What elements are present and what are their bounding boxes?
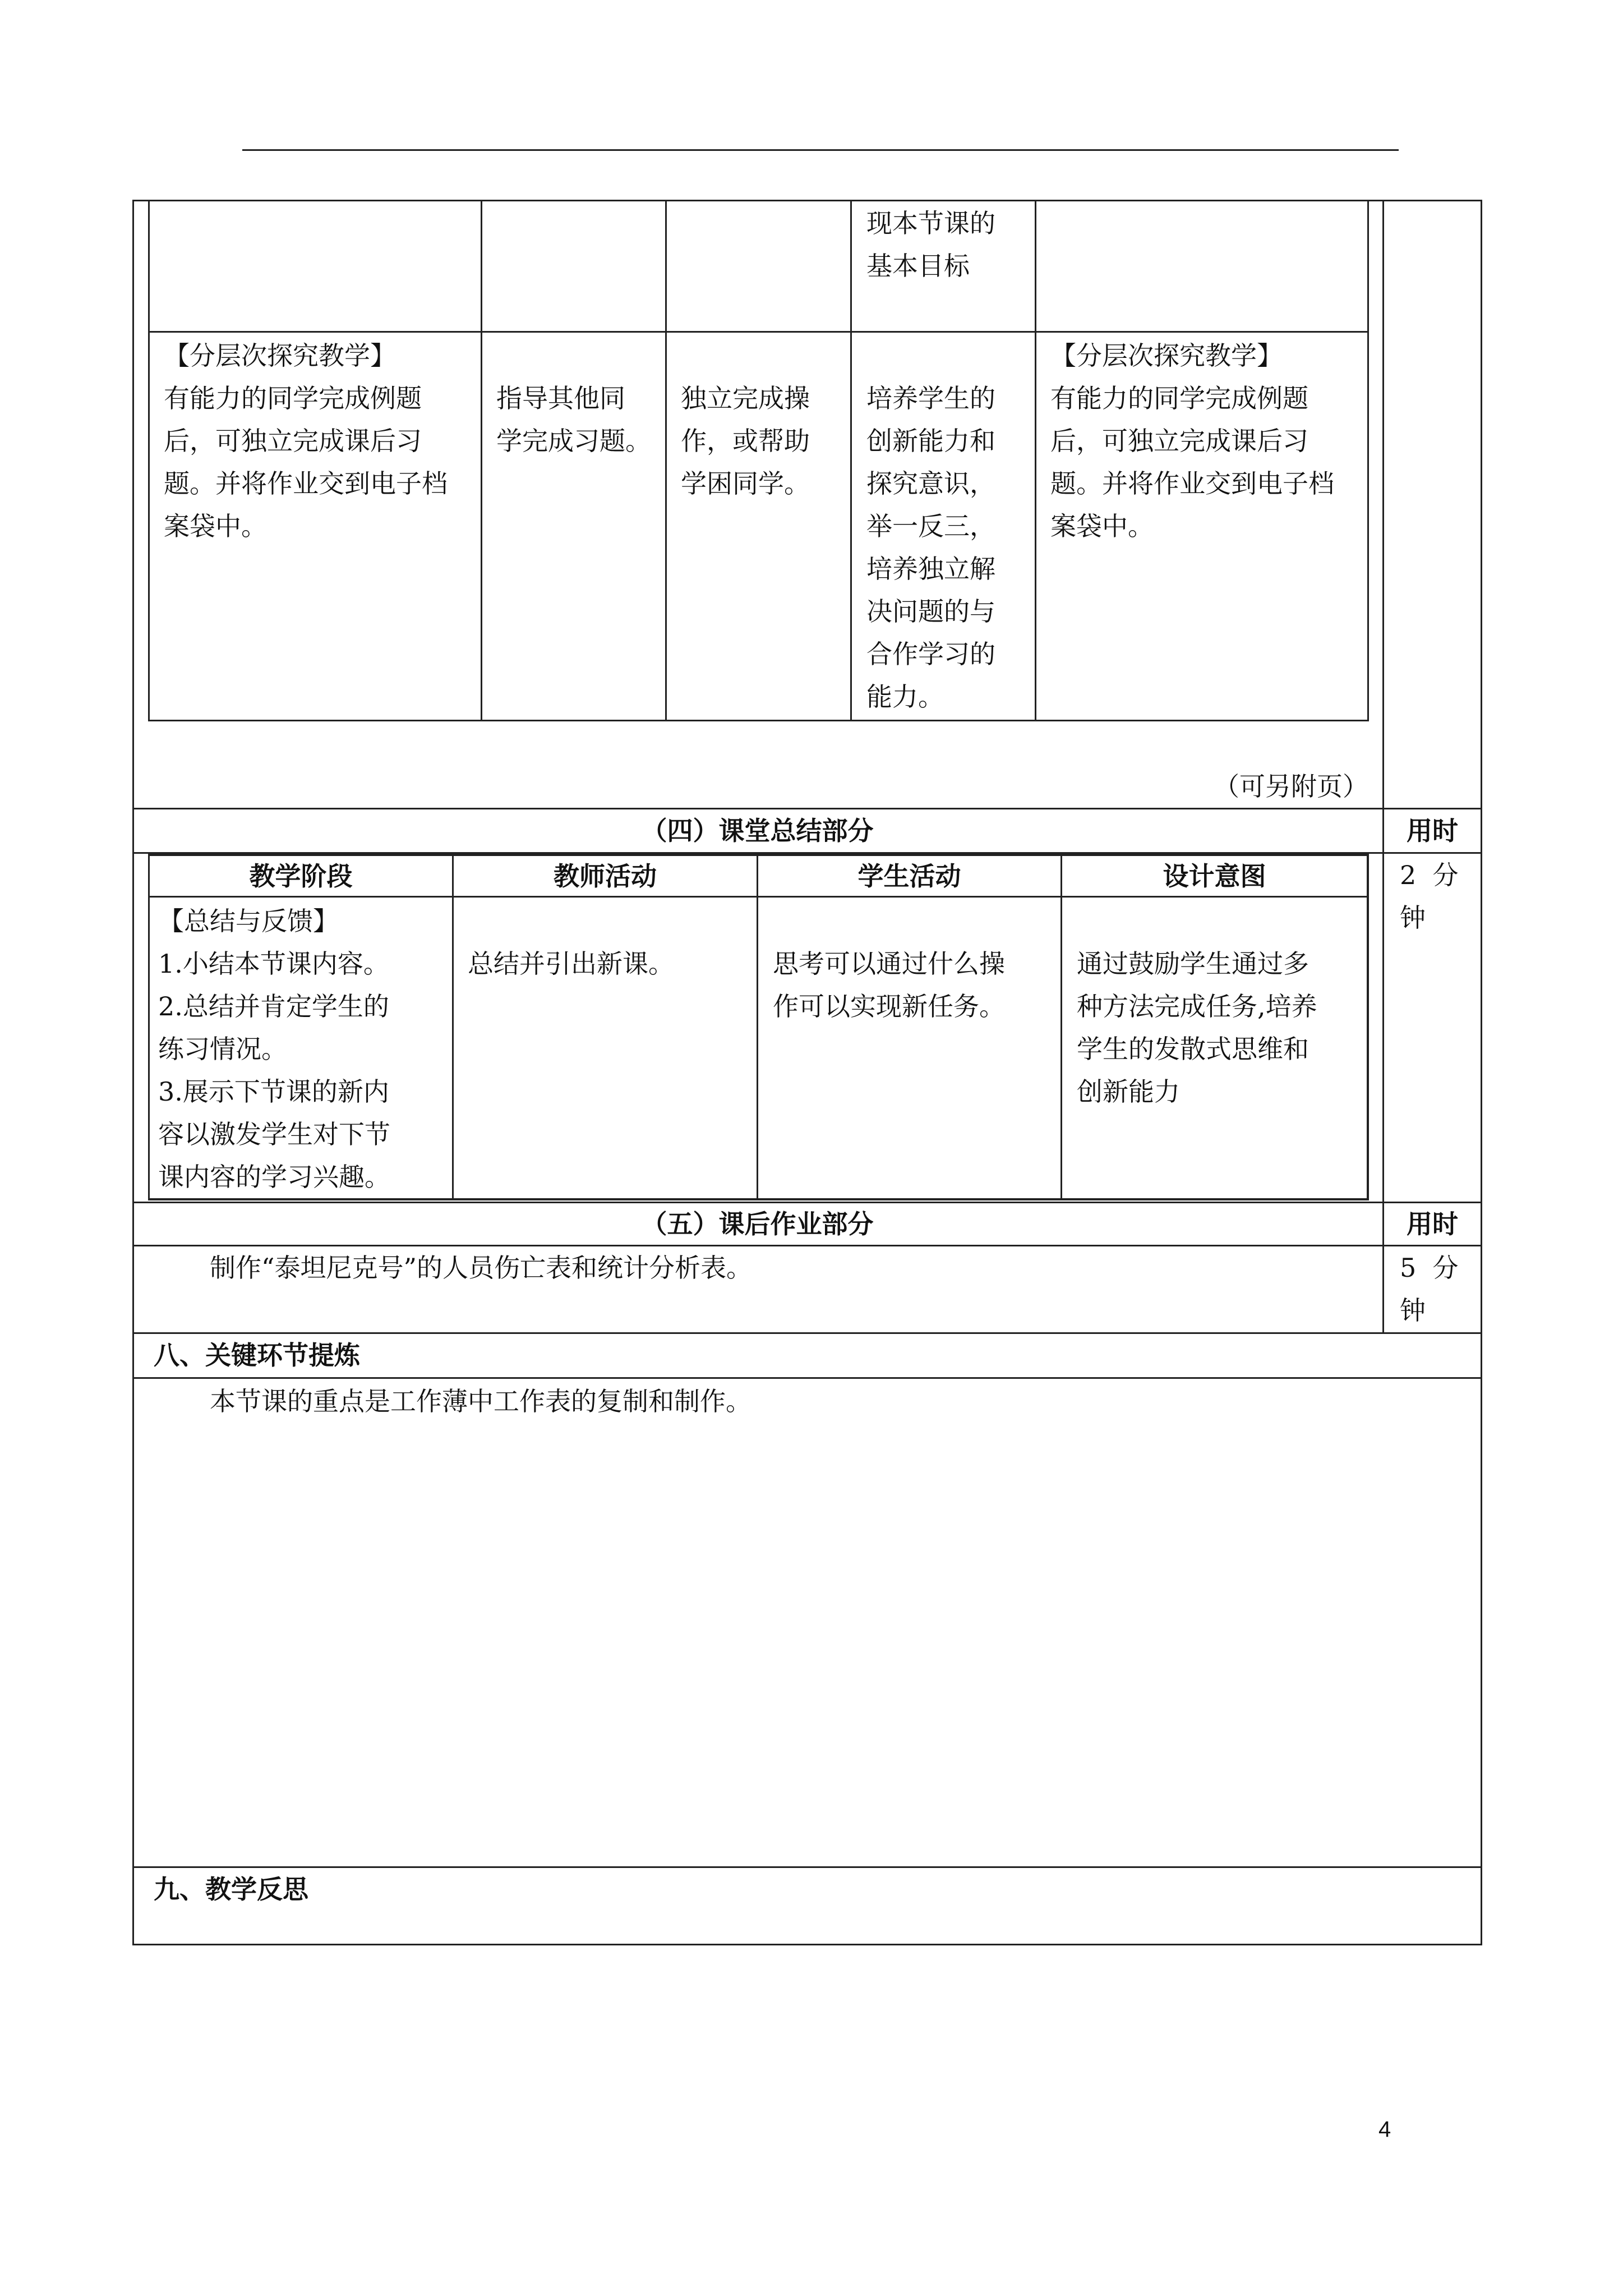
row2-intent-cell: 培养学生的 创新能力和 探究意识， 举一反三， 培养独立解 决问题的与 合作学习的 能力。 xyxy=(866,383,995,712)
page-number: 4 xyxy=(1378,2117,1391,2142)
summary-student-cell: 思考可以通过什么操 作可以实现新任务。 xyxy=(773,949,1005,1022)
outer-right-border xyxy=(1481,200,1482,1945)
summary-teacher-cell: 总结并引出新课。 xyxy=(468,949,674,979)
section5-time-header: 用时 xyxy=(1407,1209,1458,1239)
row2-student-cell: 独立完成操 作，或帮助 学困同学。 xyxy=(681,383,810,499)
row2-extra-cell: 【分层次探究教学】 有能力的同学完成例题 后，可独立完成课后习 题。并将作业交到电子档 案袋中。 xyxy=(1050,341,1334,541)
section8-header-bottom xyxy=(132,1377,1482,1379)
section4-title: （四）课堂总结部分 xyxy=(641,816,874,846)
header-student: 学生活动 xyxy=(857,861,961,891)
section4-time-value: 2 分 钟 xyxy=(1400,860,1459,933)
header-teacher: 教师活动 xyxy=(554,861,657,891)
row2-stage-cell: 【分层次探究教学】 有能力的同学完成例题 后，可独立完成课后习 题。并将作业交到电子档 案袋中。 xyxy=(164,341,448,541)
row1-design-intent-cell: 现本节课的 基本目标 xyxy=(866,208,995,281)
section4-time-header: 用时 xyxy=(1407,816,1458,846)
section5-time-value: 5 分 钟 xyxy=(1400,1253,1459,1326)
header-intent: 设计意图 xyxy=(1163,861,1266,891)
outer-left-border xyxy=(132,200,134,1945)
summary-intent-cell: 通过鼓励学生通过多 种方法完成任务,培养 学生的发散式思维和 创新能力 xyxy=(1077,949,1317,1107)
row2-teacher-cell: 指导其他同 学完成习题。 xyxy=(496,383,651,456)
header-rule xyxy=(242,149,1399,151)
homework-content: 制作“泰坦尼克号”的人员伤亡表和统计分析表。 xyxy=(210,1253,753,1283)
section9-title: 九、教学反思 xyxy=(154,1874,308,1904)
section8-title: 八、关键环节提炼 xyxy=(154,1340,360,1370)
summary-stage-cell: 【总结与反馈】 1.小结本节课内容。 2.总结并肯定学生的 练习情况。 3.展示下节课的新内 容以激发学生对下节 课内容的学习兴趣。 xyxy=(158,906,390,1192)
outer-bottom-border xyxy=(132,1944,1482,1945)
time-column-border xyxy=(1382,200,1384,1334)
attach-page-note: （可另附页） xyxy=(1214,771,1368,802)
section5-title: （五）课后作业部分 xyxy=(641,1209,874,1239)
header-stage: 教学阶段 xyxy=(249,861,353,891)
key-points-content: 本节课的重点是工作薄中工作表的复制和制作。 xyxy=(210,1386,751,1416)
